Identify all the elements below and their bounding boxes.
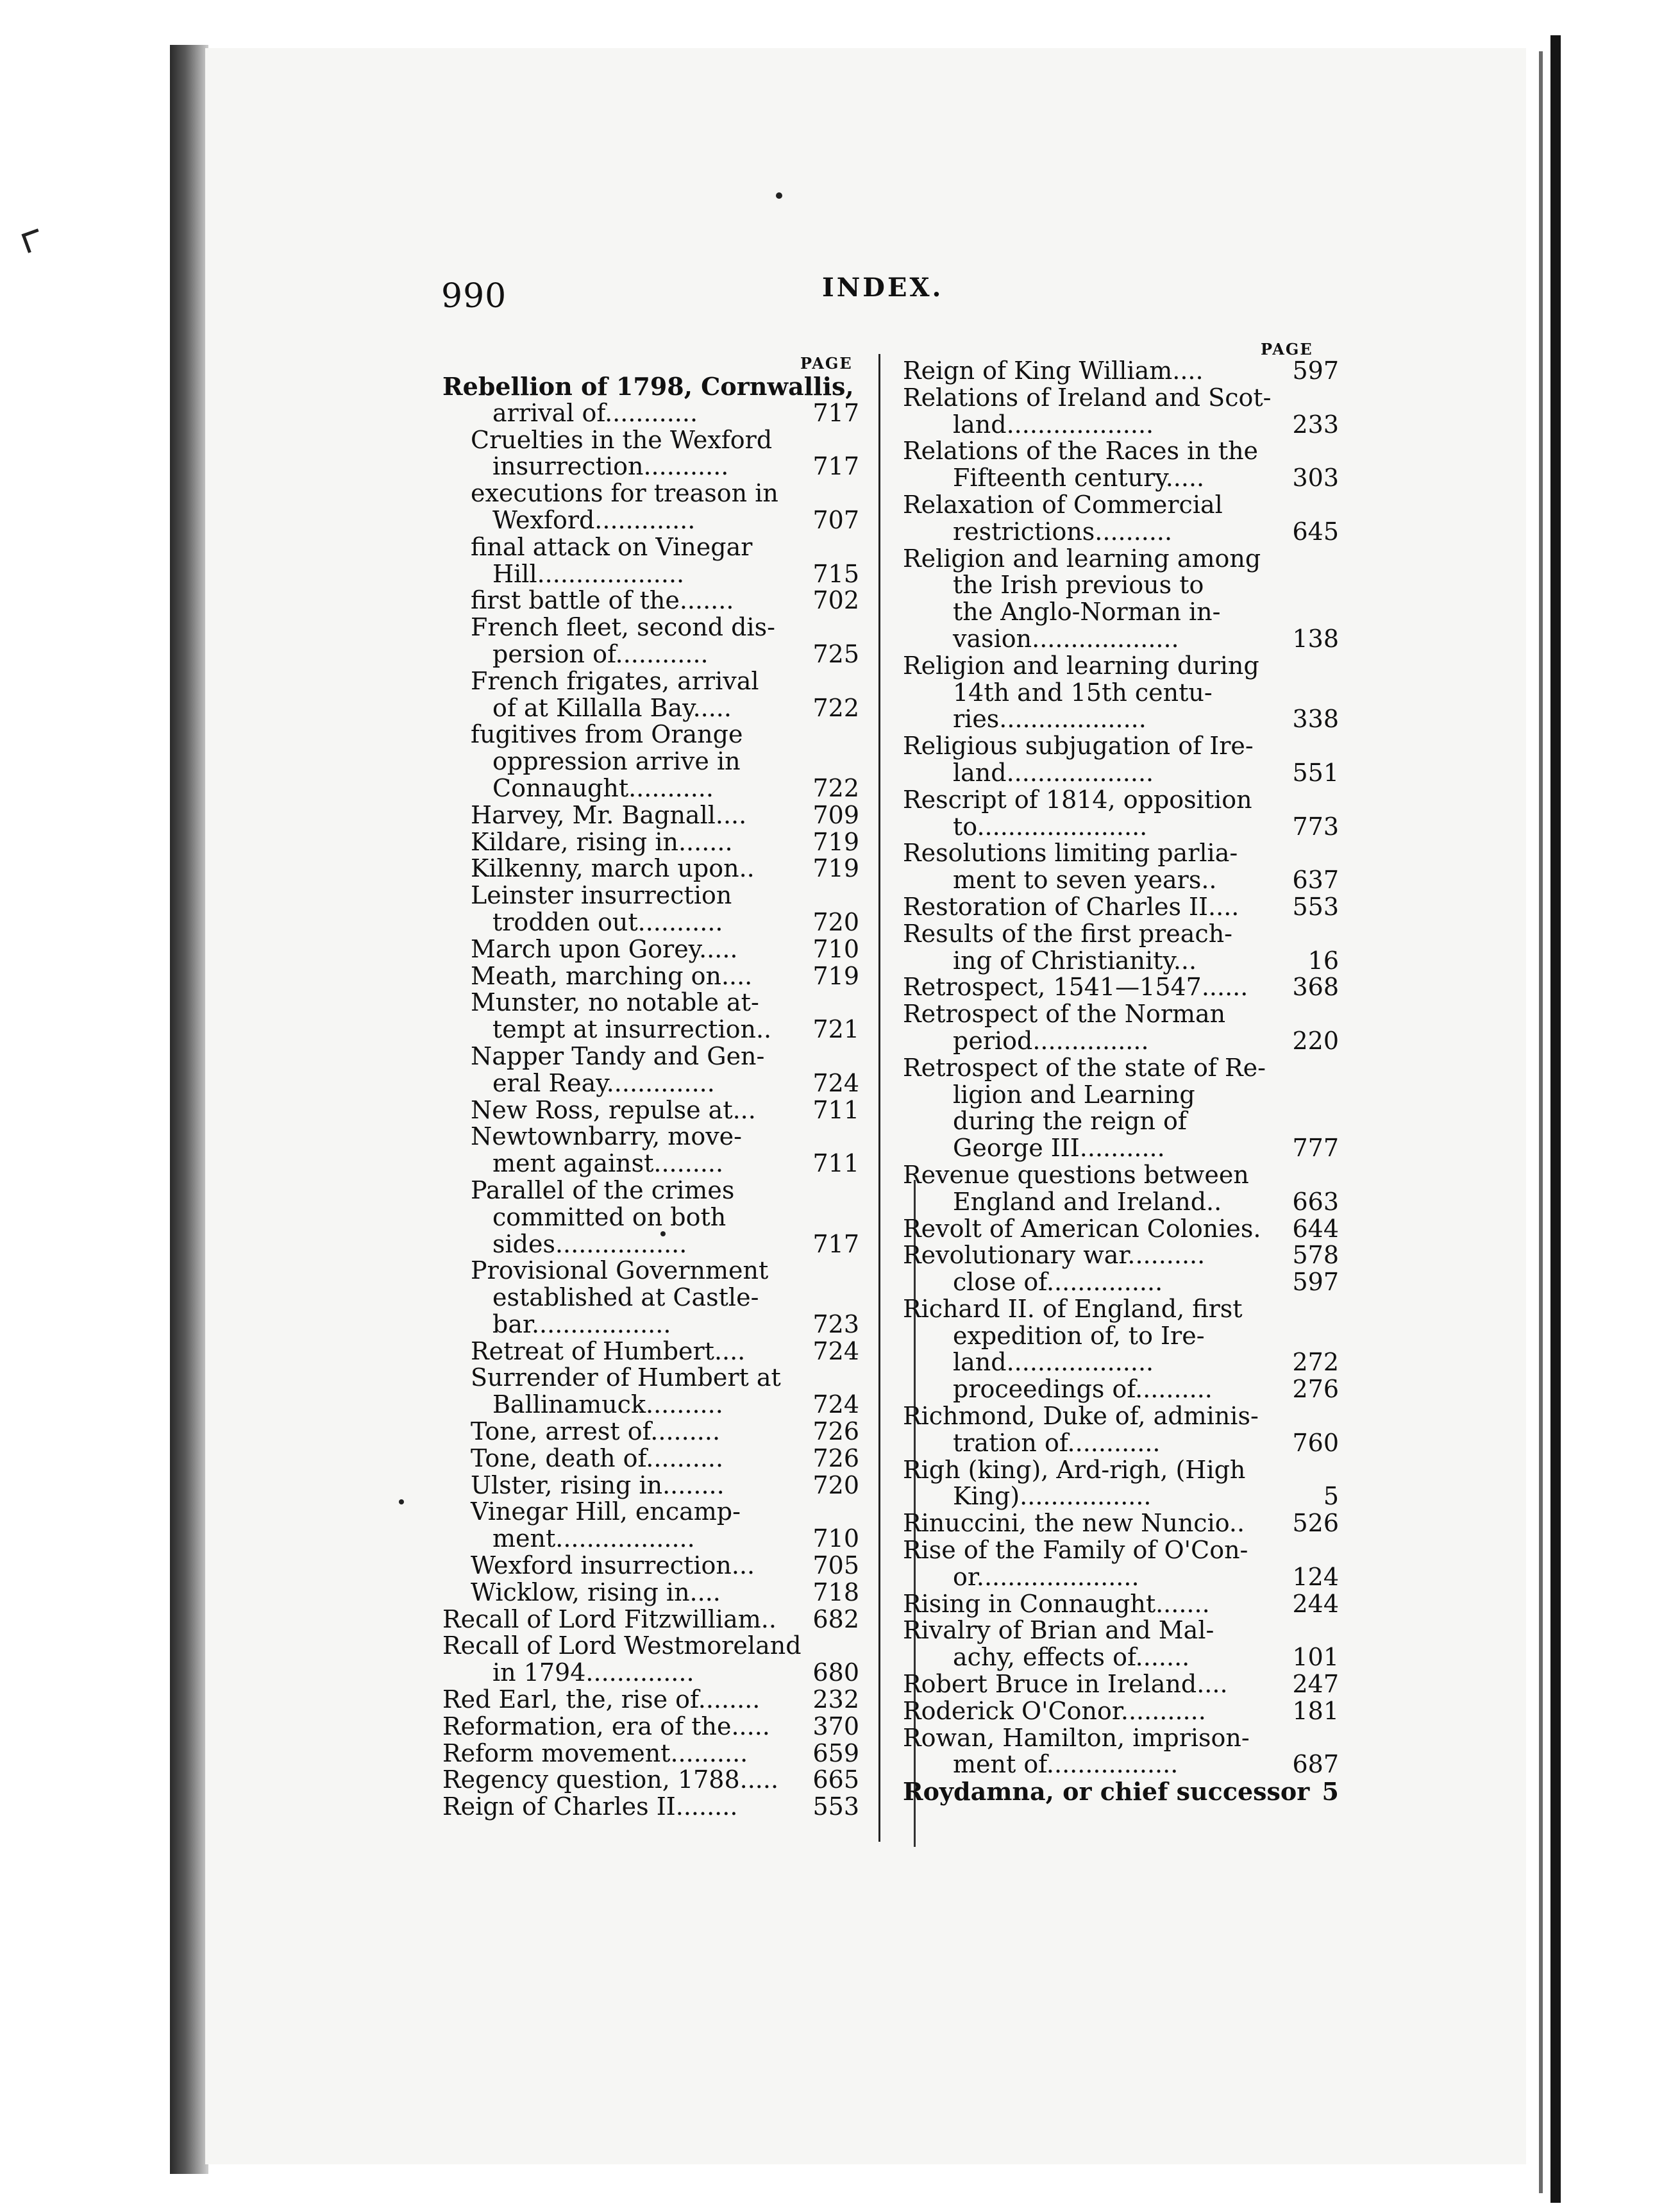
index-page-ref: 722 <box>812 693 859 722</box>
index-entry-line <box>903 787 1339 814</box>
index-entry-text: ligion and Learning <box>953 1080 1195 1109</box>
index-entry-text: New Ross, repulse at... <box>471 1095 756 1124</box>
index-entry-text: Rinuccini, the new Nuncio.. <box>903 1509 1245 1538</box>
index-entry-text: Wexford............. <box>492 505 696 534</box>
index-page-ref: 725 <box>812 639 859 668</box>
index-entry-line <box>903 1349 1339 1376</box>
index-entry-line <box>442 1231 859 1258</box>
index-page-ref: 710 <box>812 934 859 963</box>
scan-margin-left <box>0 0 173 2206</box>
index-entry-line <box>903 1457 1339 1484</box>
index-entry-text: committed on both <box>492 1202 727 1231</box>
index-entry-line <box>903 894 1339 921</box>
index-entry-line <box>442 802 859 829</box>
index-entry-text: restrictions.......... <box>953 517 1173 546</box>
running-head: INDEX. <box>822 273 944 303</box>
index-page-ref: 244 <box>1292 1589 1339 1618</box>
index-page-ref: 711 <box>812 1149 859 1178</box>
index-page-ref: 101 <box>1292 1643 1339 1672</box>
index-entry-line <box>442 373 859 400</box>
index-entry-line <box>903 465 1339 492</box>
index-entry-line <box>903 626 1339 653</box>
index-entry-line <box>442 1445 859 1472</box>
page-number: 990 <box>441 277 507 316</box>
index-entry-text: Retrospect of the state of Re- <box>903 1053 1266 1082</box>
index-page-ref: 526 <box>1292 1509 1339 1538</box>
index-entry-text: close of............... <box>953 1268 1163 1297</box>
index-entry-text: proceedings of.......... <box>953 1375 1213 1404</box>
index-entry-line <box>903 599 1339 626</box>
index-page-ref: 715 <box>812 559 859 588</box>
index-entry-line <box>903 1216 1339 1243</box>
column-divider <box>878 354 880 1842</box>
index-entry-line <box>442 1419 859 1445</box>
page-column-heading-left: PAGE <box>800 354 853 373</box>
index-page-ref: 724 <box>812 1336 859 1365</box>
index-page-ref: 717 <box>812 398 859 427</box>
index-entry-line <box>903 1698 1339 1725</box>
index-column-right <box>903 358 1339 1805</box>
index-entry-text: Wexford insurrection... <box>471 1551 755 1580</box>
index-page-ref: 338 <box>1292 705 1339 734</box>
index-entry-text: 14th and 15th centu- <box>953 678 1213 707</box>
index-entry-text: Leinster insurrection <box>471 881 732 910</box>
index-entry-text: or..................... <box>953 1562 1139 1591</box>
index-entry-line <box>903 519 1339 546</box>
index-entry-line <box>903 1323 1339 1350</box>
index-entry-line <box>442 855 859 882</box>
index-entry-text: Religious subjugation of Ire- <box>903 732 1254 761</box>
index-entry-line <box>442 989 859 1016</box>
index-entry-text: Recall of Lord Fitzwilliam.. <box>442 1604 777 1633</box>
index-entry-line <box>442 1150 859 1177</box>
index-page-ref: 687 <box>1292 1750 1339 1779</box>
index-page-ref: 659 <box>812 1739 859 1767</box>
index-entry-line <box>442 1660 859 1687</box>
index-entry-text: Revolutionary war.......... <box>903 1241 1205 1270</box>
index-entry-text: ries................... <box>953 705 1147 734</box>
index-page-ref: 220 <box>1292 1026 1339 1055</box>
index-entry-text: Rise of the Family of O'Con- <box>903 1536 1248 1565</box>
index-entry-line <box>903 1751 1339 1778</box>
index-entry-line <box>442 829 859 856</box>
index-entry-text: in 1794.............. <box>492 1658 694 1687</box>
index-entry-text: Rescript of 1814, opposition <box>903 785 1252 814</box>
index-entry-text: Revolt of American Colonies. <box>903 1214 1261 1243</box>
index-entry-line <box>442 1526 859 1553</box>
index-entry-text: Tone, arrest of......... <box>471 1417 721 1446</box>
index-entry-text: Connaught........... <box>492 773 714 802</box>
index-entry-line <box>903 921 1339 948</box>
index-entry-text: Results of the first preach- <box>903 919 1233 948</box>
index-entry-text: vasion................... <box>953 624 1179 653</box>
index-entry-text: ment against......... <box>492 1149 724 1178</box>
index-page-ref: 663 <box>1292 1187 1339 1216</box>
index-entry-line <box>442 721 859 748</box>
index-entry-line <box>442 614 859 641</box>
index-entry-line <box>442 1767 859 1794</box>
index-entry-line <box>903 1591 1339 1618</box>
index-entry-line <box>903 1108 1339 1135</box>
index-entry-text: Newtownbarry, move- <box>471 1122 743 1151</box>
index-page-ref: 723 <box>812 1309 859 1338</box>
index-page-ref: 665 <box>812 1765 859 1794</box>
index-entry-line <box>903 1617 1339 1644</box>
index-entry-text: Rebellion of 1798, Cornwallis, <box>442 372 854 401</box>
index-entry-line <box>903 840 1339 867</box>
index-page-ref: 709 <box>812 800 859 829</box>
index-entry-line <box>442 1794 859 1821</box>
index-page-ref: 368 <box>1292 973 1339 1002</box>
index-entry-line <box>903 1403 1339 1430</box>
index-page-ref: 553 <box>812 1792 859 1821</box>
index-entry-text: Revenue questions between <box>903 1160 1249 1189</box>
index-entry-text: Roydamna, or chief successor <box>903 1777 1310 1806</box>
index-entry-line <box>903 1510 1339 1537</box>
index-entry-line <box>903 1028 1339 1055</box>
index-entry-text: Resolutions limiting parlia- <box>903 839 1238 868</box>
index-entry-text: trodden out........... <box>492 907 723 936</box>
index-page-ref: 726 <box>812 1417 859 1446</box>
index-page-ref: 272 <box>1292 1348 1339 1377</box>
index-entry-text: established at Castle- <box>492 1283 759 1312</box>
index-entry-line <box>903 1671 1339 1698</box>
index-page-ref: 138 <box>1292 624 1339 653</box>
index-page-ref: 597 <box>1292 1268 1339 1297</box>
index-entry-line <box>903 1537 1339 1564</box>
index-entry-line <box>442 1633 859 1660</box>
index-entry-line <box>442 507 859 534</box>
index-entry-line <box>442 909 859 936</box>
ink-speck <box>399 1499 404 1504</box>
index-entry-text: land................... <box>953 410 1154 439</box>
index-page-ref: 637 <box>1292 866 1339 895</box>
index-entry-line <box>903 1135 1339 1162</box>
index-entry-text: Robert Bruce in Ireland.... <box>903 1670 1228 1699</box>
index-entry-text: ment to seven years.. <box>953 866 1217 895</box>
index-entry-text: Provisional Government <box>471 1256 769 1285</box>
index-page-ref: 760 <box>1292 1428 1339 1457</box>
index-entry-text: Retreat of Humbert.... <box>471 1336 746 1365</box>
index-entry-text: ment.................. <box>492 1524 695 1553</box>
index-entry-line <box>903 974 1339 1001</box>
index-entry-text: Religion and learning among <box>903 544 1261 573</box>
index-entry-line <box>903 1189 1339 1216</box>
index-page-ref: 16 <box>1307 946 1339 975</box>
index-page-ref: 181 <box>1292 1696 1339 1725</box>
index-entry-text: during the reign of <box>953 1107 1187 1136</box>
index-page-ref: 724 <box>812 1068 859 1097</box>
index-entry-text: Reign of King William.... <box>903 357 1204 385</box>
index-entry-line <box>903 867 1339 894</box>
index-entry-line <box>903 358 1339 385</box>
index-page-ref: 720 <box>812 1470 859 1499</box>
index-entry-text: Richmond, Duke of, adminis- <box>903 1402 1259 1431</box>
index-entry-text: arrival of............ <box>492 398 698 427</box>
index-entry-line <box>442 561 859 588</box>
index-entry-line <box>903 1162 1339 1189</box>
index-page-ref: 717 <box>812 452 859 481</box>
index-entry-text: insurrection........... <box>492 452 729 481</box>
index-entry-line <box>442 1016 859 1043</box>
facing-page-edge <box>1526 19 1680 2206</box>
index-page-ref: 718 <box>812 1578 859 1606</box>
index-entry-text: the Anglo-Norman in- <box>953 598 1221 627</box>
ink-speck <box>776 192 782 199</box>
index-page-ref: 721 <box>812 1015 859 1044</box>
index-page-ref: 773 <box>1292 812 1339 841</box>
index-entry-line <box>442 587 859 614</box>
index-entry-text: Munster, no notable at- <box>471 988 759 1017</box>
index-entry-text: achy, effects of....... <box>953 1643 1190 1672</box>
index-entry-text: Wicklow, rising in.... <box>471 1578 721 1606</box>
index-entry-line <box>903 1296 1339 1323</box>
index-page-ref: 777 <box>1292 1134 1339 1163</box>
index-entry-text: March upon Gorey..... <box>471 934 738 963</box>
index-entry-line <box>442 1284 859 1311</box>
index-entry-line <box>442 1499 859 1526</box>
index-entry-text: Surrender of Humbert at <box>471 1363 781 1392</box>
page-gutter-shadow <box>170 45 208 2174</box>
index-entry-text: Tone, death of.......... <box>471 1444 724 1472</box>
index-page-ref: 644 <box>1292 1214 1339 1243</box>
index-page-ref: 303 <box>1292 464 1339 493</box>
index-entry-text: Richard II. of England, first <box>903 1294 1243 1323</box>
index-page-ref: 724 <box>812 1390 859 1419</box>
index-entry-line <box>903 760 1339 787</box>
index-entry-text: period............... <box>953 1026 1149 1055</box>
index-page-ref: 578 <box>1292 1241 1339 1270</box>
index-entry-text: Kildare, rising in....... <box>471 827 733 856</box>
index-entry-line <box>903 1483 1339 1510</box>
index-entry-line <box>903 572 1339 599</box>
index-entry-text: Harvey, Mr. Bagnall.... <box>471 800 747 829</box>
index-entry-line <box>442 775 859 802</box>
index-page-ref: 682 <box>812 1604 859 1633</box>
index-entry-line <box>903 1376 1339 1403</box>
index-entry-text: Hill................... <box>492 559 685 588</box>
index-page-ref: 710 <box>812 1524 859 1553</box>
index-entry-line <box>442 480 859 507</box>
index-entry-text: to...................... <box>953 812 1148 841</box>
index-entry-line <box>442 427 859 454</box>
index-entry-text: Ulster, rising in........ <box>471 1470 725 1499</box>
index-entry-text: Reformation, era of the..... <box>442 1712 770 1740</box>
index-entry-line <box>442 1553 859 1579</box>
index-page-ref: 711 <box>812 1095 859 1124</box>
index-entry-line <box>903 1430 1339 1457</box>
index-entry-line <box>442 668 859 695</box>
index-entry-line <box>442 1740 859 1767</box>
index-entry-text: Religion and learning during <box>903 651 1259 680</box>
index-entry-line <box>903 1082 1339 1109</box>
index-entry-line <box>903 814 1339 841</box>
index-entry-text: Rising in Connaught....... <box>903 1589 1210 1618</box>
index-entry-line <box>903 653 1339 680</box>
index-entry-line <box>442 1579 859 1606</box>
index-page-ref: 702 <box>812 586 859 615</box>
index-entry-line <box>442 1177 859 1204</box>
index-entry-text: Relations of the Races in the <box>903 437 1259 466</box>
index-page-ref: 719 <box>812 827 859 856</box>
index-page-ref: 597 <box>1292 357 1339 385</box>
index-page-ref: 551 <box>1292 758 1339 787</box>
index-entry-line <box>442 1713 859 1740</box>
index-entry-text: Fifteenth century..... <box>953 464 1205 493</box>
index-entry-text: ment of................. <box>953 1750 1179 1779</box>
index-entry-line <box>442 1338 859 1365</box>
index-entry-text: Recall of Lord Westmoreland <box>442 1631 802 1660</box>
index-entry-text: Ballinamuck.......... <box>492 1390 723 1419</box>
index-entry-text: final attack on Vinegar <box>471 532 753 561</box>
index-entry-text: Napper Tandy and Gen- <box>471 1041 765 1070</box>
index-entry-line <box>442 748 859 775</box>
index-entry-line <box>903 438 1339 465</box>
index-entry-line <box>442 1687 859 1713</box>
index-column-left <box>442 373 859 1821</box>
index-entry-text: of at Killalla Bay..... <box>492 693 732 722</box>
index-page-ref: 232 <box>812 1685 859 1714</box>
index-page-ref: 370 <box>812 1712 859 1740</box>
index-page-ref: 5 <box>1323 1482 1339 1511</box>
index-entry-text: persion of............ <box>492 639 709 668</box>
index-entry-line <box>442 453 859 480</box>
index-entry-text: Meath, marching on.... <box>471 961 753 990</box>
index-entry-text: bar.................. <box>492 1309 671 1338</box>
index-entry-line <box>442 1472 859 1499</box>
index-entry-line <box>903 1055 1339 1082</box>
index-entry-text: fugitives from Orange <box>471 720 743 749</box>
index-entry-text: George III........... <box>953 1134 1165 1163</box>
index-entry-line <box>442 1365 859 1392</box>
index-entry-line <box>903 1242 1339 1269</box>
index-page-ref: 707 <box>812 505 859 534</box>
index-entry-line <box>442 882 859 909</box>
index-entry-text: French frigates, arrival <box>471 666 759 695</box>
index-entry-text: Restoration of Charles II.... <box>903 892 1239 921</box>
index-entry-line <box>903 1269 1339 1296</box>
index-entry-line <box>442 1070 859 1097</box>
index-entry-line <box>903 385 1339 412</box>
index-entry-text: eral Reay.............. <box>492 1068 715 1097</box>
index-entry-line <box>903 412 1339 439</box>
index-entry-text: sides................. <box>492 1229 687 1258</box>
index-page-ref: 5 <box>1322 1777 1339 1806</box>
index-entry-line <box>903 680 1339 707</box>
index-entry-text: Retrospect, 1541—1547...... <box>903 973 1248 1002</box>
index-entry-text: Rivalry of Brian and Mal- <box>903 1616 1214 1645</box>
index-entry-line <box>903 1778 1339 1805</box>
index-entry-line <box>903 733 1339 760</box>
book-spine-line <box>1550 35 1561 2203</box>
index-entry-text: the Irish previous to <box>953 571 1204 600</box>
index-page-ref: 719 <box>812 854 859 883</box>
index-entry-text: England and Ireland.. <box>953 1187 1222 1216</box>
index-entry-line <box>903 492 1339 519</box>
index-entry-text: Rowan, Hamilton, imprison- <box>903 1723 1250 1752</box>
index-entry-text: French fleet, second dis- <box>471 613 775 642</box>
index-entry-line <box>442 1392 859 1419</box>
page-edge-line <box>1539 51 1543 2193</box>
index-page-ref: 645 <box>1292 517 1339 546</box>
index-entry-text: executions for treason in <box>471 479 778 508</box>
index-page-ref: 720 <box>812 907 859 936</box>
index-page-ref: 276 <box>1292 1375 1339 1404</box>
index-entry-text: King)................. <box>953 1482 1152 1511</box>
index-page-ref: 680 <box>812 1658 859 1687</box>
index-page-ref: 553 <box>1292 892 1339 921</box>
index-entry-text: tempt at insurrection.. <box>492 1015 772 1044</box>
index-entry-line <box>442 1124 859 1150</box>
index-entry-text: Relaxation of Commercial <box>903 490 1223 519</box>
index-entry-line <box>903 1725 1339 1752</box>
index-entry-text: Retrospect of the Norman <box>903 1000 1226 1029</box>
index-page-ref: 717 <box>812 1229 859 1258</box>
index-entry-line <box>903 948 1339 975</box>
index-entry-line <box>442 936 859 963</box>
index-entry-line <box>442 641 859 668</box>
index-entry-text: Regency question, 1788..... <box>442 1765 779 1794</box>
index-entry-line <box>903 706 1339 733</box>
index-page-ref: 124 <box>1292 1562 1339 1591</box>
index-entry-text: tration of............ <box>953 1428 1161 1457</box>
index-entry-line <box>442 1043 859 1070</box>
index-entry-text: ing of Christianity... <box>953 946 1197 975</box>
index-entry-text: Cruelties in the Wexford <box>471 425 773 454</box>
index-entry-text: Red Earl, the, rise of........ <box>442 1685 760 1714</box>
index-entry-line <box>903 1001 1339 1028</box>
index-entry-text: oppression arrive in <box>492 747 741 776</box>
index-entry-text: land................... <box>953 1348 1154 1377</box>
index-entry-line <box>442 1606 859 1633</box>
index-entry-text: Kilkenny, march upon.. <box>471 854 755 883</box>
index-page-ref: 722 <box>812 773 859 802</box>
index-entry-text: Roderick O'Conor........... <box>903 1696 1206 1725</box>
index-entry-text: Reign of Charles II........ <box>442 1792 738 1821</box>
index-entry-text: Reform movement.......... <box>442 1739 748 1767</box>
index-entry-text: expedition of, to Ire- <box>953 1321 1205 1350</box>
index-entry-line <box>903 546 1339 573</box>
index-page-ref: 247 <box>1292 1670 1339 1699</box>
index-entry-line <box>442 963 859 990</box>
index-entry-line <box>442 695 859 722</box>
index-entry-text: first battle of the....... <box>471 586 734 615</box>
page-column-heading-right: PAGE <box>1261 340 1313 358</box>
index-entry-text: Parallel of the crimes <box>471 1175 735 1204</box>
index-page-ref: 705 <box>812 1551 859 1580</box>
index-entry-text: Vinegar Hill, encamp- <box>471 1497 741 1526</box>
index-entry-line <box>442 1097 859 1124</box>
index-entry-line <box>903 1644 1339 1671</box>
index-entry-line <box>442 400 859 427</box>
index-entry-line <box>903 1564 1339 1591</box>
index-entry-line <box>442 1311 859 1338</box>
index-page-ref: 719 <box>812 961 859 990</box>
index-entry-text: Relations of Ireland and Scot- <box>903 383 1272 412</box>
index-entry-text: Righ (king), Ard-righ, (High <box>903 1455 1246 1484</box>
index-entry-line <box>442 1258 859 1284</box>
index-page-ref: 233 <box>1292 410 1339 439</box>
index-entry-line <box>442 1204 859 1231</box>
index-entry-text: land................... <box>953 758 1154 787</box>
index-page-ref: 726 <box>812 1444 859 1472</box>
index-entry-line <box>442 534 859 561</box>
